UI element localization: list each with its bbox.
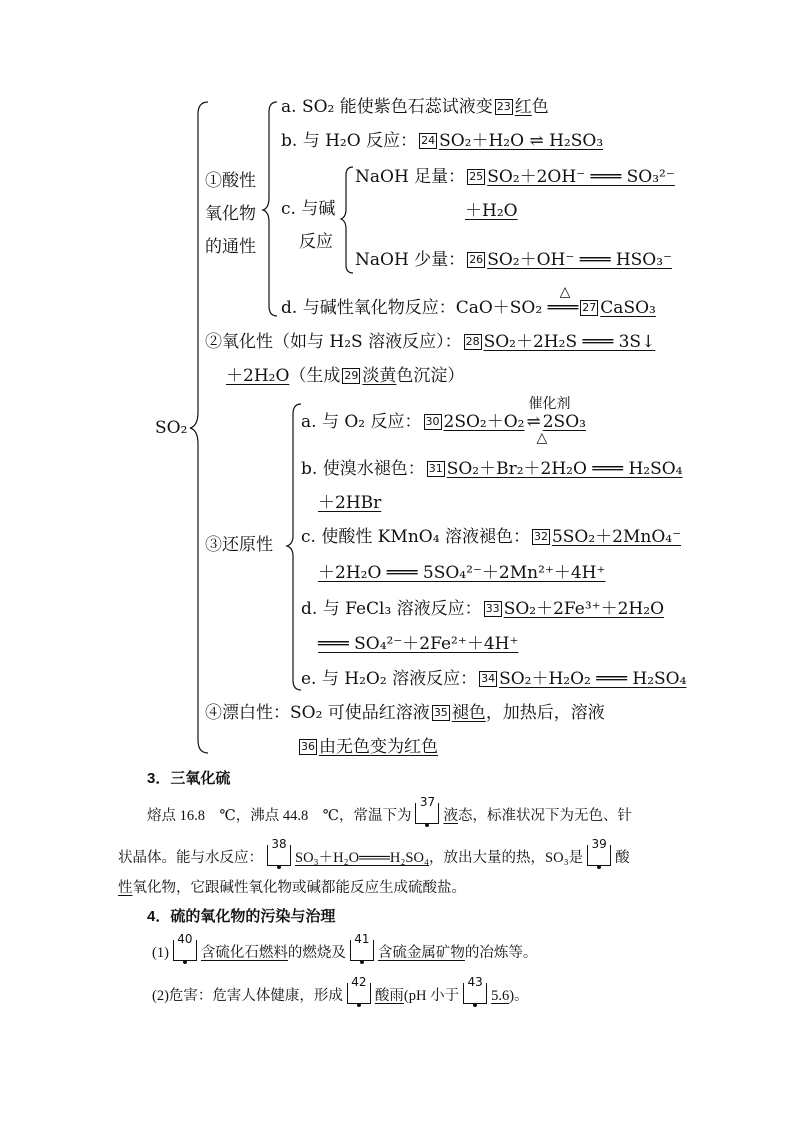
red-c-row: c. 使酸性 KMnO₄ 溶液褪色： 32 5SO₂＋2MnO₄⁻: [301, 527, 682, 547]
answer-39: 酸: [615, 850, 630, 866]
answer-24: SO₂＋H₂O ⇌ H₂SO₃: [439, 131, 604, 151]
acid-a-row: a. SO₂ 能使紫色石蕊试液变 23 红色: [281, 97, 549, 117]
answer-33: SO₂＋2Fe³⁺＋2H₂O: [503, 599, 665, 619]
so2-label: SO₂: [155, 418, 188, 438]
answer-37: 液: [443, 808, 458, 824]
oxid-row: ②氧化性（如与 H₂S 溶液反应）： 28 SO₂＋2H₂S ═══ 3S↓: [205, 332, 656, 352]
answer-38: SO₃＋H₂O═══H₂SO₄: [295, 850, 430, 866]
section-4-title: 4．硫的氧化物的污染与治理: [147, 908, 336, 925]
answer-36: 由无色变为红色: [319, 737, 438, 757]
acid-d-row: d. 与碱性氧化物反应：CaO＋SO₂ △ ═══ 27 CaSO₃: [281, 284, 656, 318]
answer-35: 褪色: [451, 703, 486, 723]
answer-29: 淡黄: [362, 366, 397, 386]
red-d-row: d. 与 FeCl₃ 溶液反应： 33 SO₂＋2Fe³⁺＋2H₂O: [301, 599, 665, 619]
red-e-row: e. 与 H₂O₂ 溶液反应： 34 SO₂＋H₂O₂ ═══ H₂SO₄: [301, 669, 687, 689]
s4-line1: (1) 40 含硫化石燃料的燃烧及 41 含硫金属矿物的冶炼等。: [152, 940, 537, 964]
acid-c2-row: NaOH 少量： 26 SO₂＋OH⁻ ═══ HSO₃⁻: [355, 250, 673, 270]
answer-number-34: 34: [481, 672, 496, 685]
brace-base: [341, 165, 355, 277]
section-3-title: 3．三氧化硫: [147, 770, 231, 787]
red-d-row2: ═══ SO₄²⁻＋2Fe²⁺＋4H⁺: [318, 634, 519, 654]
red-c-row2: ＋2H₂O ═══ 5SO₄²⁻＋2Mn²⁺＋4H⁺: [318, 563, 606, 583]
answer-number-23: 23: [496, 100, 511, 113]
s3-line2: 状晶体。能与水反应： 38 SO₃＋H₂O═══H₂SO₄，放出大量的热，SO₃是 39 酸: [118, 845, 630, 869]
red-label: ③还原性: [205, 535, 273, 555]
answer-28: SO₂＋2H₂S ═══ 3S↓: [483, 332, 656, 352]
answer-number-27: 27: [582, 301, 597, 314]
s4-line2: (2)危害：危害人体健康，形成 42 酸雨(pH 小于 43 5.6)。: [152, 983, 529, 1007]
answer-number-32: 32: [533, 530, 548, 543]
acid-c-label: c. 与碱 反应: [281, 199, 336, 252]
answer-number-30: 30: [425, 415, 440, 428]
answer-32: 5SO₂＋2MnO₄⁻: [551, 527, 682, 547]
answer-number-25: 25: [469, 170, 484, 183]
answer-number-35: 35: [433, 706, 448, 719]
answer-number-29: 29: [344, 369, 359, 382]
answer-41: 含硫金属矿物: [377, 945, 465, 961]
answer-number-26: 26: [469, 253, 484, 266]
answer-number-31: 31: [428, 462, 443, 475]
acid-b-row: b. 与 H₂O 反应： 24 SO₂＋H₂O ⇌ H₂SO₃: [281, 131, 604, 151]
red-b-row: b. 使溴水褪色： 31 SO₂＋Br₂＋2H₂O ═══ H₂SO₄: [301, 459, 683, 479]
acid-c1-row2: ＋H₂O: [465, 201, 518, 221]
answer-43: 5.6: [491, 988, 510, 1004]
acid-heading: ①酸性 氧化物 的通性: [205, 171, 256, 257]
bleach-row2: [297, 736, 438, 758]
oxid-row2: ＋2H₂O（生成 29 淡黄色沉淀）: [226, 366, 465, 386]
answer-31: SO₂＋Br₂＋2H₂O ═══ H₂SO₄: [446, 459, 683, 479]
bleach-row: ④漂白性：SO₂ 可使品红溶液 35 褪色，加热后，溶液: [205, 703, 605, 723]
answer-34: SO₂＋H₂O₂ ═══ H₂SO₄: [499, 669, 687, 689]
answer-number-28: 28: [465, 335, 480, 348]
answer-26: SO₂＋OH⁻ ═══ HSO₃⁻: [487, 250, 673, 270]
answer-number-33: 33: [485, 602, 500, 615]
s3-line3: 性氧化物，它跟碱性氧化物或碱都能反应生成硫酸盐。: [118, 880, 466, 896]
answer-27: CaSO₃: [600, 298, 656, 318]
answer-23: 红: [514, 97, 532, 117]
s3-line1: 熔点 16.8 ℃，沸点 44.8 ℃，常温下为 37 液态，标准状况下为无色、针: [147, 803, 632, 827]
red-a-row: a. 与 O₂ 反应： 30 2SO₂＋O₂ 催化剂 ⇌ △ 2SO₃: [301, 396, 586, 446]
answer-42: 酸雨: [374, 988, 404, 1004]
answer-number-36: 36: [301, 740, 315, 753]
red-b-row2: ＋2HBr: [318, 493, 382, 513]
answer-25: SO₂＋2OH⁻ ═══ SO₃²⁻: [487, 167, 675, 187]
brace-acid: [263, 100, 279, 320]
answer-30: 2SO₂＋O₂ 催化剂 ⇌ △ 2SO₃: [443, 396, 586, 446]
answer-number-24: 24: [421, 134, 436, 147]
acid-c1-row: NaOH 足量： 25 SO₂＋2OH⁻ ═══ SO₃²⁻: [355, 167, 675, 187]
answer-40: 含硫化石燃料: [200, 945, 288, 961]
